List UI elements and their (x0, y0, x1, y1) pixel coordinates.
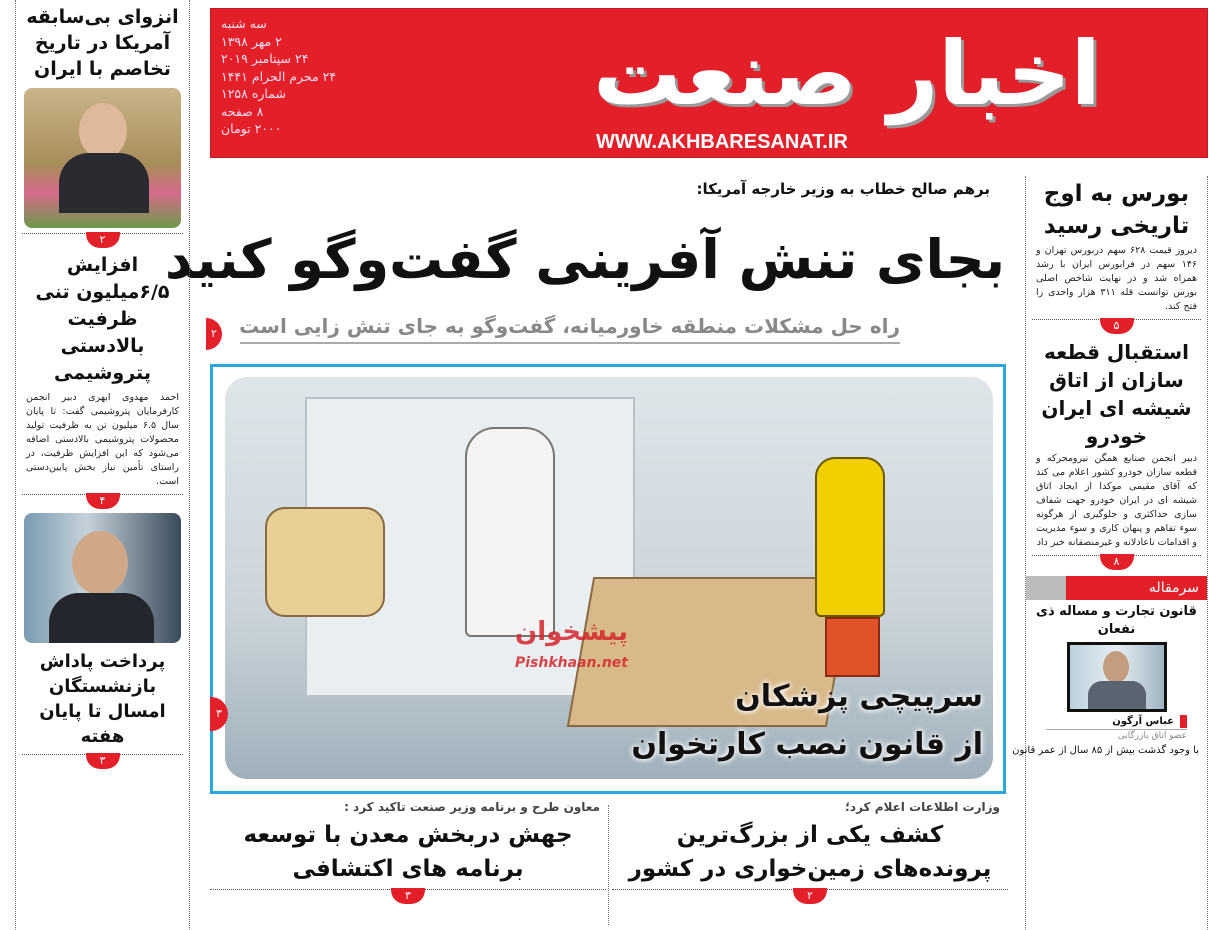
story-title[interactable]: انزوای بی‌سابقه آمریکا در تاریخ تخاصم با ایران (26, 6, 179, 80)
story-title[interactable]: استقبال قطعه سازان از اتاق شیشه ای ایران خودرو (1041, 340, 1192, 448)
story-headline-1: جهش دربخش معدن با توسعه (243, 822, 573, 848)
page-badge: ۲ (206, 318, 222, 350)
left-column (15, 0, 190, 930)
story-headline-2: پرونده‌های زمین‌خواری در کشور (628, 856, 992, 882)
rouhani-photo (24, 88, 181, 228)
page-badge: ۴ (86, 493, 120, 509)
dateline (221, 15, 371, 138)
story-body: دبیر انجمن صنایع همگن نیرومحرکه و قطعه سازان خودرو کشور اعلام می کند که آقای مقیمی موکدا از ایجاد اتاق شیشه ای در ایران خودرو جهت شفاف سازی حداکثری و جلوگیری از هرگونه سوء تفاهم و پنهان کاری و سوء مدیریت و اقدامات ناعادلانه و غیرمنصفانه خبر داد (1036, 453, 1197, 548)
page-badge: ۵ (1100, 318, 1134, 334)
dateline-day: سه شنبه (221, 16, 267, 31)
page-badge: ۲ (86, 232, 120, 248)
story-mining[interactable] (210, 800, 606, 928)
dateline-gregorian-date: ۲۴ سپتامبر ۲۰۱۹ (221, 51, 309, 66)
editorial-author-role: عضو اتاق بازرگانی (1046, 729, 1187, 742)
page-badge: ۳ (86, 753, 120, 769)
story-kicker: وزارت اطلاعات اعلام کرد؛ (845, 800, 1000, 814)
main-kicker: برهم صالح خطاب به وزیر خارجه آمریکا: (696, 180, 990, 198)
arrow-icon (1026, 576, 1066, 600)
patient-figure (815, 457, 885, 617)
story-headline-2: برنامه های اکتشافی (292, 856, 524, 882)
editorial-title[interactable]: قانون تجارت و مساله ذی نفعان (1036, 604, 1197, 637)
cartoon-image[interactable] (225, 377, 993, 779)
doctor-figure (465, 427, 555, 637)
story-title[interactable]: بورس به اوج تاریخی رسید (1043, 181, 1190, 239)
main-subhead: راه حل مشکلات منطقه خاورمیانه، گفت‌وگو به جای تنش زایی است (240, 314, 900, 344)
right-column (1012, 176, 1208, 930)
dateline-hijri-date: ۲۴ محرم الحرام ۱۴۴۱ (221, 68, 337, 84)
story-land-grab[interactable] (612, 800, 1008, 928)
story-title[interactable]: افزایش ۶/۵میلیون تنی ظرفیت بالادستی پتروشیمی (35, 254, 170, 384)
newspaper-logo: اخبار صنعت (593, 22, 1101, 125)
page-badge: ۳ (391, 888, 425, 904)
editorial-author: عباس آرگون (1112, 715, 1187, 728)
story-kicker: معاون طرح و برنامه وزیر صنعت تاکید کرد : (344, 800, 600, 814)
masthead (210, 8, 1208, 158)
page-badge: ۸ (1100, 554, 1134, 570)
official-photo (24, 513, 181, 643)
dateline-persian-date: ۲ مهر ۱۳۹۸ (221, 33, 282, 49)
cartoon-caption-2: از قانون نصب کارتخوان (631, 727, 983, 762)
cartoon-frame (210, 364, 1006, 794)
chair (265, 507, 385, 617)
watermark: Pishkhaan.net (515, 655, 628, 671)
story-body: احمد مهدوی ابهری دبیر انجمن کارفرمایان پتروشیمی گفت: تا پایان سال ۶.۵ میلیون تن به ظرفیت تولید محصولات پتروشیمی بالادستی اضافه می‌شود که این افزایش ظرفیت، در راستای تأمین نیاز بخش پایین‌دستی است. (26, 392, 179, 487)
watermark-fa: پیشخوان (515, 617, 628, 647)
page-badge: ۳ (210, 697, 228, 731)
story-title[interactable]: پرداخت پاداش بازنشستگان امسال تا پایان هفته (39, 651, 166, 747)
price: ۲۰۰۰ تومان (221, 121, 282, 136)
page-badge: ۲ (793, 888, 827, 904)
issue-number: شماره ۱۲۵۸ (221, 86, 286, 101)
editorial-label: سرمقاله (1066, 576, 1207, 600)
story-headline-1: کشف یکی از بزرگ‌ترین (676, 822, 944, 848)
page-count: ۸ صفحه (221, 103, 264, 119)
editorial-body: با وجود گذشت بیش از ۸۵ سال از عمر قانون (1012, 745, 1199, 756)
main-headline[interactable]: بجای تنش آفرینی گفت‌وگو کنید (164, 228, 1005, 291)
cartoon-caption-1: سرپیچی پزشکان (735, 679, 983, 714)
website-url[interactable]: WWW.AKHBARESANAT.IR (596, 131, 848, 153)
author-photo (1067, 642, 1167, 712)
story-body: دیروز قیمت ۶۲۸ سهم دربورس تهران و ۱۴۶ سهم در فرابورس ایران با رشد همراه شد و در نهایت شاخص اصلی بورس توانست قله ۳۱۱ هزار واحدی را فتح کند. (1036, 245, 1198, 312)
